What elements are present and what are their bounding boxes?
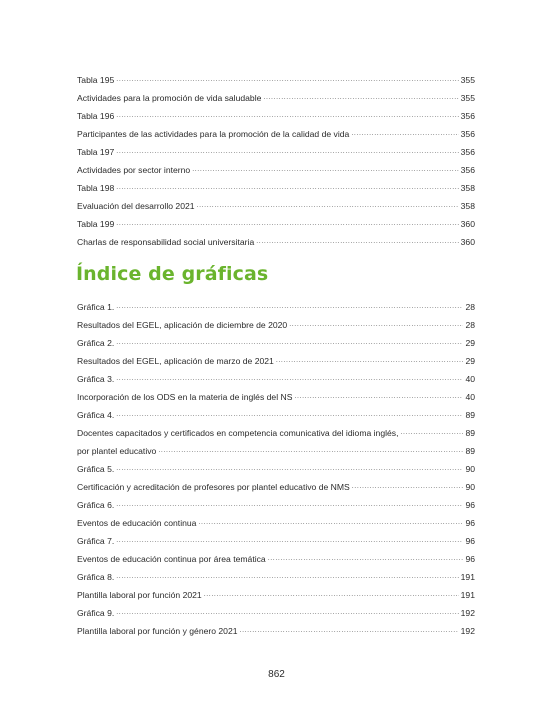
- dot-leader: [198, 518, 463, 528]
- toc-entry[interactable]: [77, 546, 475, 564]
- toc-entry-page: 356: [460, 111, 475, 121]
- toc-entry-page: 355: [460, 75, 475, 85]
- toc-entry-text: Actividades por sector interno: [77, 165, 191, 175]
- toc-entry-text: Gráfica 9.: [77, 608, 115, 618]
- toc-entry-page: 358: [460, 201, 475, 211]
- dot-leader: [204, 590, 459, 600]
- toc-entry-text: Gráfica 4.: [77, 410, 115, 420]
- toc-entry-page: 28: [465, 302, 475, 312]
- toc-entry-page: 90: [465, 464, 475, 474]
- toc-entry[interactable]: [77, 564, 475, 582]
- toc-entry-text: Gráfica 3.: [77, 374, 115, 384]
- toc-entry[interactable]: [77, 456, 475, 474]
- toc-entry-page: 356: [460, 129, 475, 139]
- toc-entry-text: Tabla 198: [77, 183, 115, 193]
- toc-entry-page: 355: [460, 93, 475, 103]
- toc-entry-page: 360: [460, 219, 475, 229]
- toc-entry[interactable]: [77, 121, 475, 139]
- toc-entry-text: Gráfica 7.: [77, 536, 115, 546]
- dot-leader: [351, 129, 458, 139]
- toc-entry-text: Certificación y acreditación de profesores por plantel educativo de NMS: [77, 482, 350, 492]
- dot-leader: [294, 392, 463, 402]
- toc-entry-text: Charlas de responsabilidad social universitaria: [77, 237, 255, 247]
- toc-entry-page: 192: [460, 608, 475, 618]
- toc-entry[interactable]: [77, 600, 475, 618]
- toc-entry-page: 89: [465, 446, 475, 456]
- toc-entry[interactable]: [77, 402, 475, 420]
- toc-entry-text: Gráfica 6.: [77, 500, 115, 510]
- toc-entry-text: Incorporación de los ODS en la materia de inglés del NS: [77, 392, 293, 402]
- toc-entry-text: Resultados del EGEL, aplicación de marzo de 2021: [77, 356, 274, 366]
- dot-leader: [116, 183, 458, 193]
- toc-entry[interactable]: [77, 384, 475, 402]
- toc-entry[interactable]: [77, 211, 475, 229]
- charts-index-list: [77, 294, 475, 636]
- dot-leader: [116, 536, 463, 546]
- dot-leader: [400, 428, 463, 438]
- toc-entry[interactable]: [77, 294, 475, 312]
- toc-entry[interactable]: [77, 420, 475, 438]
- dot-leader: [158, 446, 463, 456]
- dot-leader: [240, 626, 459, 636]
- toc-entry-text: Tabla 195: [77, 75, 115, 85]
- toc-entry-text: Participantes de las actividades para la promoción de la calidad de vida: [77, 129, 350, 139]
- dot-leader: [116, 464, 463, 474]
- toc-entry[interactable]: [77, 366, 475, 384]
- toc-entry[interactable]: [77, 618, 475, 636]
- toc-entry[interactable]: [77, 103, 475, 121]
- dot-leader: [352, 482, 464, 492]
- toc-entry-page: 89: [465, 410, 475, 420]
- toc-entry[interactable]: [77, 193, 475, 211]
- toc-entry-text: Plantilla laboral por función 2021: [77, 590, 202, 600]
- toc-entry-page: 96: [465, 518, 475, 528]
- toc-entry-text: Eventos de educación continua por área temática: [77, 554, 266, 564]
- toc-entry-page: 29: [465, 338, 475, 348]
- dot-leader: [116, 147, 458, 157]
- dot-leader: [116, 302, 463, 312]
- dot-leader: [116, 338, 463, 348]
- toc-entry[interactable]: [77, 492, 475, 510]
- toc-entry[interactable]: [77, 330, 475, 348]
- toc-entry-page: 89: [465, 428, 475, 438]
- toc-entry-text: Gráfica 1.: [77, 302, 115, 312]
- toc-entry-text: Tabla 196: [77, 111, 115, 121]
- toc-entry-page: 192: [460, 626, 475, 636]
- toc-entry-page: 360: [460, 237, 475, 247]
- dot-leader: [116, 572, 458, 582]
- dot-leader: [116, 500, 463, 510]
- toc-entry[interactable]: [77, 528, 475, 546]
- dot-leader: [116, 75, 458, 85]
- toc-entry-page: 191: [460, 572, 475, 582]
- toc-entry[interactable]: [77, 348, 475, 366]
- toc-entry-page: 358: [460, 183, 475, 193]
- dot-leader: [197, 201, 459, 211]
- toc-entry-page: 40: [465, 374, 475, 384]
- toc-entry-page: 29: [465, 356, 475, 366]
- dot-leader: [116, 111, 458, 121]
- toc-entry[interactable]: [77, 312, 475, 330]
- toc-entry[interactable]: [77, 175, 475, 193]
- toc-entry[interactable]: [77, 229, 475, 247]
- toc-entry-text: Gráfica 5.: [77, 464, 115, 474]
- toc-entry-text: Eventos de educación continua: [77, 518, 197, 528]
- toc-entry-text: Gráfica 2.: [77, 338, 115, 348]
- toc-entry-text: Docentes capacitados y certificados en competencia comunicativa del idioma inglés,: [77, 428, 399, 438]
- toc-entry-page: 356: [460, 165, 475, 175]
- dot-leader: [116, 219, 458, 229]
- toc-entry[interactable]: [77, 85, 475, 103]
- toc-entry[interactable]: [77, 582, 475, 600]
- toc-entry-page: 90: [465, 482, 475, 492]
- toc-entry-text: por plantel educativo: [77, 446, 157, 456]
- toc-entry-text: Evaluación del desarrollo 2021: [77, 201, 195, 211]
- toc-entry-text: Gráfica 8.: [77, 572, 115, 582]
- toc-entry-text: Plantilla laboral por función y género 2021: [77, 626, 238, 636]
- toc-entry-page: 356: [460, 147, 475, 157]
- toc-entry-page: 96: [465, 554, 475, 564]
- toc-entry[interactable]: [77, 67, 475, 85]
- dot-leader: [276, 356, 464, 366]
- toc-entry-text: Tabla 199: [77, 219, 115, 229]
- toc-entry[interactable]: [77, 474, 475, 492]
- dot-leader: [116, 410, 463, 420]
- dot-leader: [116, 608, 458, 618]
- toc-entry[interactable]: [77, 510, 475, 528]
- dot-leader: [263, 93, 458, 103]
- dot-leader: [256, 237, 458, 247]
- dot-leader: [268, 554, 464, 564]
- dot-leader: [192, 165, 458, 175]
- toc-entry-text: Resultados del EGEL, aplicación de diciembre de 2020: [77, 320, 288, 330]
- toc-entry-page: 28: [465, 320, 475, 330]
- toc-entry-page: 40: [465, 392, 475, 402]
- toc-entry-page: 96: [465, 536, 475, 546]
- toc-entry-page: 191: [460, 590, 475, 600]
- toc-entry[interactable]: [77, 438, 475, 456]
- section-title: Índice de gráficas: [76, 263, 269, 285]
- toc-entry[interactable]: [77, 139, 475, 157]
- dot-leader: [116, 374, 463, 384]
- page-number: 862: [268, 669, 285, 680]
- toc-entry[interactable]: [77, 157, 475, 175]
- tables-list: [77, 67, 475, 247]
- toc-entry-text: Tabla 197: [77, 147, 115, 157]
- dot-leader: [289, 320, 463, 330]
- toc-entry-text: Actividades para la promoción de vida saludable: [77, 93, 262, 103]
- toc-entry-page: 96: [465, 500, 475, 510]
